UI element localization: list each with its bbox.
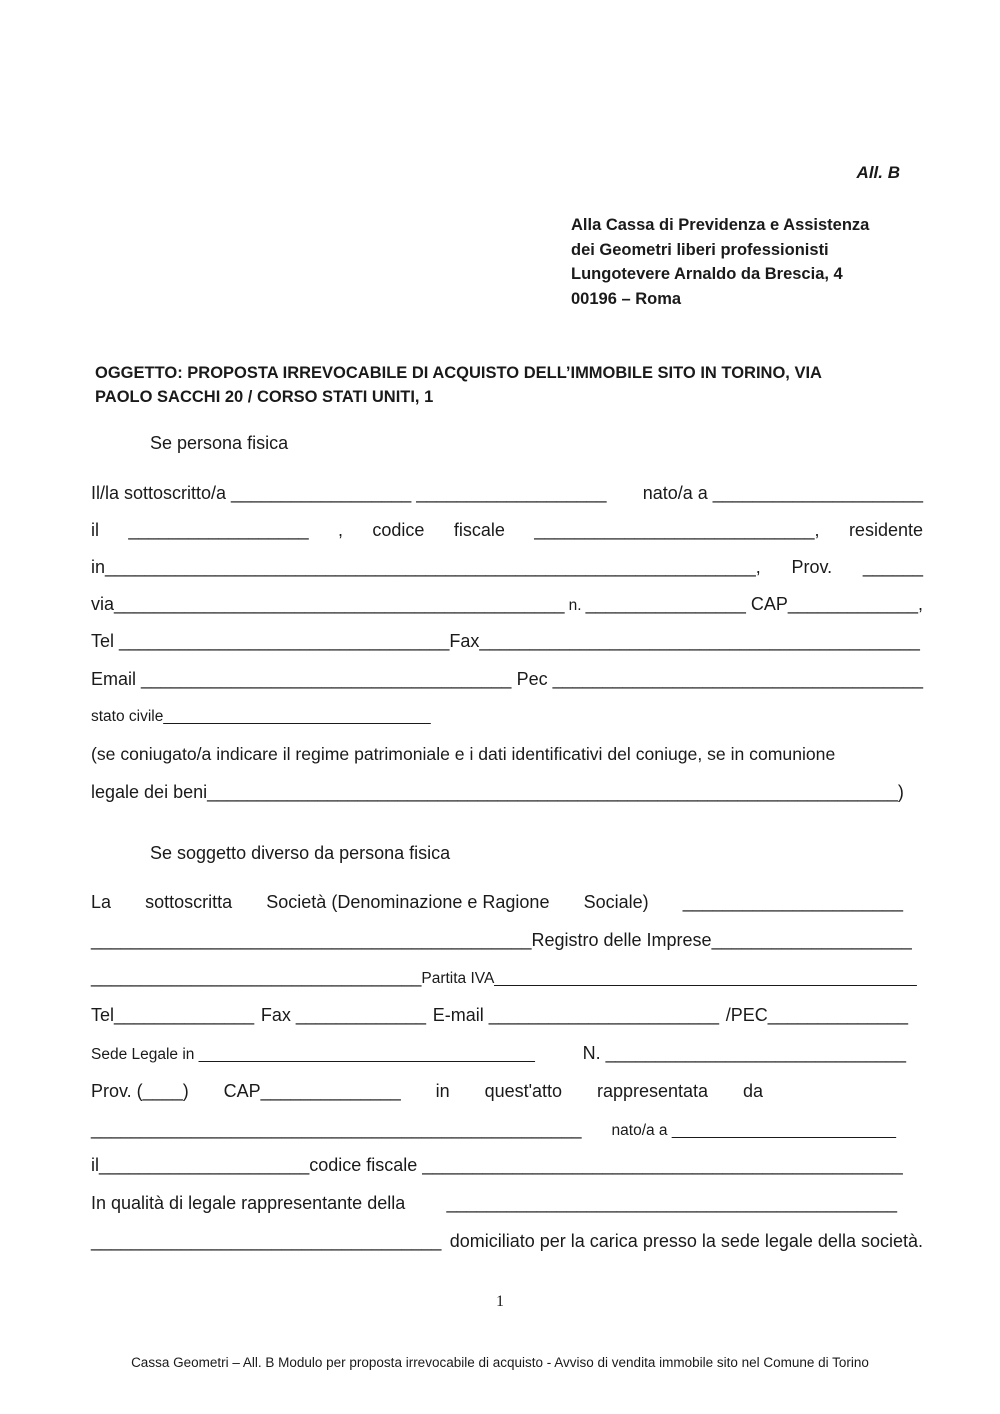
person-line-phone-fax[interactable]: [91, 631, 920, 652]
company-line-fiscal-b: codice fiscale ________________________________________________: [309, 1155, 903, 1175]
company-line-fiscal-a: il_____________________: [91, 1155, 310, 1175]
company-line-fiscal[interactable]: [91, 1155, 902, 1176]
company-line-contacts-c: E-mail _______________________: [432, 1005, 720, 1025]
person-line-residence[interactable]: [91, 557, 923, 578]
person-line-birthdate-fiscal[interactable]: [91, 520, 923, 541]
company-line-name-e: ______________________: [682, 892, 903, 912]
person-line-street-a: via_____________________________________________: [91, 594, 565, 614]
company-line-province-d: quest'atto: [484, 1081, 563, 1101]
person-line-street[interactable]: [91, 594, 923, 615]
company-line-contacts-a: Tel______________: [91, 1005, 255, 1025]
subject-line-2: PAOLO SACCHI 20 / CORSO STATI UNITI, 1: [95, 388, 434, 406]
section-heading-person: Se persona fisica: [150, 433, 289, 453]
company-line-vat-a: _________________________________: [91, 967, 422, 987]
company-line-office-a: Sede Legale in _______________________________________: [91, 1046, 535, 1063]
person-line-name-a: Il/la sottoscritto/a __________________ ___________________: [91, 483, 607, 503]
person-line-residence-a: in_________________________________________________________________,: [91, 557, 761, 577]
company-line-vat[interactable]: [91, 967, 917, 988]
company-line-representative[interactable]: [91, 1119, 896, 1140]
company-line-representative-b: nato/a a __________________________: [611, 1122, 896, 1139]
recipient-line-4: 00196 – Roma: [571, 289, 682, 308]
company-line-registry-b: ____________________: [711, 930, 912, 950]
person-line-email-pec[interactable]: [91, 669, 923, 690]
person-line-residence-b: Prov.: [791, 557, 833, 577]
company-line-legal-rep-b: _____________________________________________: [446, 1193, 897, 1213]
person-line-civil-status[interactable]: stato civile_______________________________: [91, 708, 431, 725]
person-line-birthdate-f: ____________________________,: [534, 520, 820, 540]
company-line-province-b: CAP______________: [223, 1081, 401, 1101]
person-line-email-a: Email _____________________________________: [91, 669, 512, 689]
person-line-spouse-field[interactable]: legale dei beni_____________________________________________________________________): [91, 782, 904, 802]
person-line-name[interactable]: [91, 483, 923, 504]
person-line-birthdate-a: il: [91, 520, 99, 540]
company-line-vat-b: Partita IVA_________________________________________________: [421, 970, 917, 987]
company-line-contacts-b: Fax _____________: [260, 1005, 427, 1025]
person-line-phone-b: ____________________________________________: [479, 631, 920, 651]
person-line-birthdate-b: __________________: [128, 520, 309, 540]
person-line-birthdate-e: fiscale: [453, 520, 505, 540]
company-line-representative-a: _________________________________________________: [91, 1119, 582, 1139]
company-line-name-d: Sociale): [583, 892, 649, 912]
person-line-name-b: nato/a a _____________________: [642, 483, 923, 503]
company-line-registry[interactable]: [91, 930, 912, 951]
person-line-residence-c: ______: [862, 557, 923, 577]
person-line-street-c: ________________ CAP_____________,: [585, 594, 923, 614]
company-line-legal-rep-a: In qualità di legale rappresentante della: [91, 1193, 406, 1213]
section-heading-company: Se soggetto diverso da persona fisica: [150, 843, 451, 863]
company-line-office-b: N. ______________________________: [582, 1043, 906, 1063]
subject-line-1: OGGETTO: PROPOSTA IRREVOCABILE DI ACQUISTO DELL’IMMOBILE SITO IN TORINO, VIA: [95, 364, 822, 382]
recipient-line-1: Alla Cassa di Previdenza e Assistenza: [571, 216, 870, 234]
person-line-phone-a: Tel _________________________________Fax: [91, 631, 480, 651]
person-line-street-b: n.: [568, 597, 582, 614]
company-line-domicile[interactable]: [91, 1231, 923, 1252]
company-line-domicile-b: domiciliato per la carica presso la sede legale della società.: [449, 1231, 923, 1251]
company-line-contacts-d: /PEC______________: [725, 1005, 908, 1025]
recipient-address: [571, 213, 869, 311]
company-line-province-e: rappresentata: [596, 1081, 709, 1101]
company-line-name-c: Società (Denominazione e Ragione: [266, 892, 550, 912]
recipient-line-3: Lungotevere Arnaldo da Brescia, 4: [571, 265, 843, 283]
person-line-birthdate-c: ,: [337, 520, 343, 540]
company-line-name-a: La: [91, 892, 112, 912]
subject: [95, 361, 895, 409]
company-line-contacts[interactable]: [91, 1005, 908, 1026]
company-line-province-f: da: [742, 1081, 763, 1101]
page-footer: Cassa Geometri – All. B Modulo per proposta irrevocabile di acquisto - Avviso di vendita immobile sito nel Comune di Torino: [131, 1355, 869, 1370]
company-line-name-b: sottoscritta: [145, 892, 233, 912]
company-line-domicile-a: ___________________________________: [91, 1231, 442, 1251]
company-line-office[interactable]: [91, 1043, 906, 1064]
company-line-province[interactable]: [91, 1081, 763, 1102]
attachment-label: All. B: [856, 163, 900, 182]
company-line-province-a: Prov. (____): [91, 1081, 189, 1101]
company-line-legal-rep[interactable]: [91, 1193, 897, 1214]
company-line-province-c: in: [435, 1081, 450, 1101]
person-line-birthdate-g: residente: [848, 520, 923, 540]
person-line-birthdate-d: codice: [372, 520, 425, 540]
company-line-registry-a: ____________________________________________Registro delle Imprese: [91, 930, 712, 950]
page-number: 1: [496, 1293, 504, 1310]
person-line-spouse-note: (se coniugato/a indicare il regime patrimoniale e i dati identificativi del coniuge, se in comunione: [91, 744, 836, 764]
recipient-line-2: dei Geometri liberi professionisti: [571, 240, 829, 259]
company-line-name[interactable]: [91, 892, 903, 913]
person-line-email-b: Pec _____________________________________: [516, 669, 923, 689]
